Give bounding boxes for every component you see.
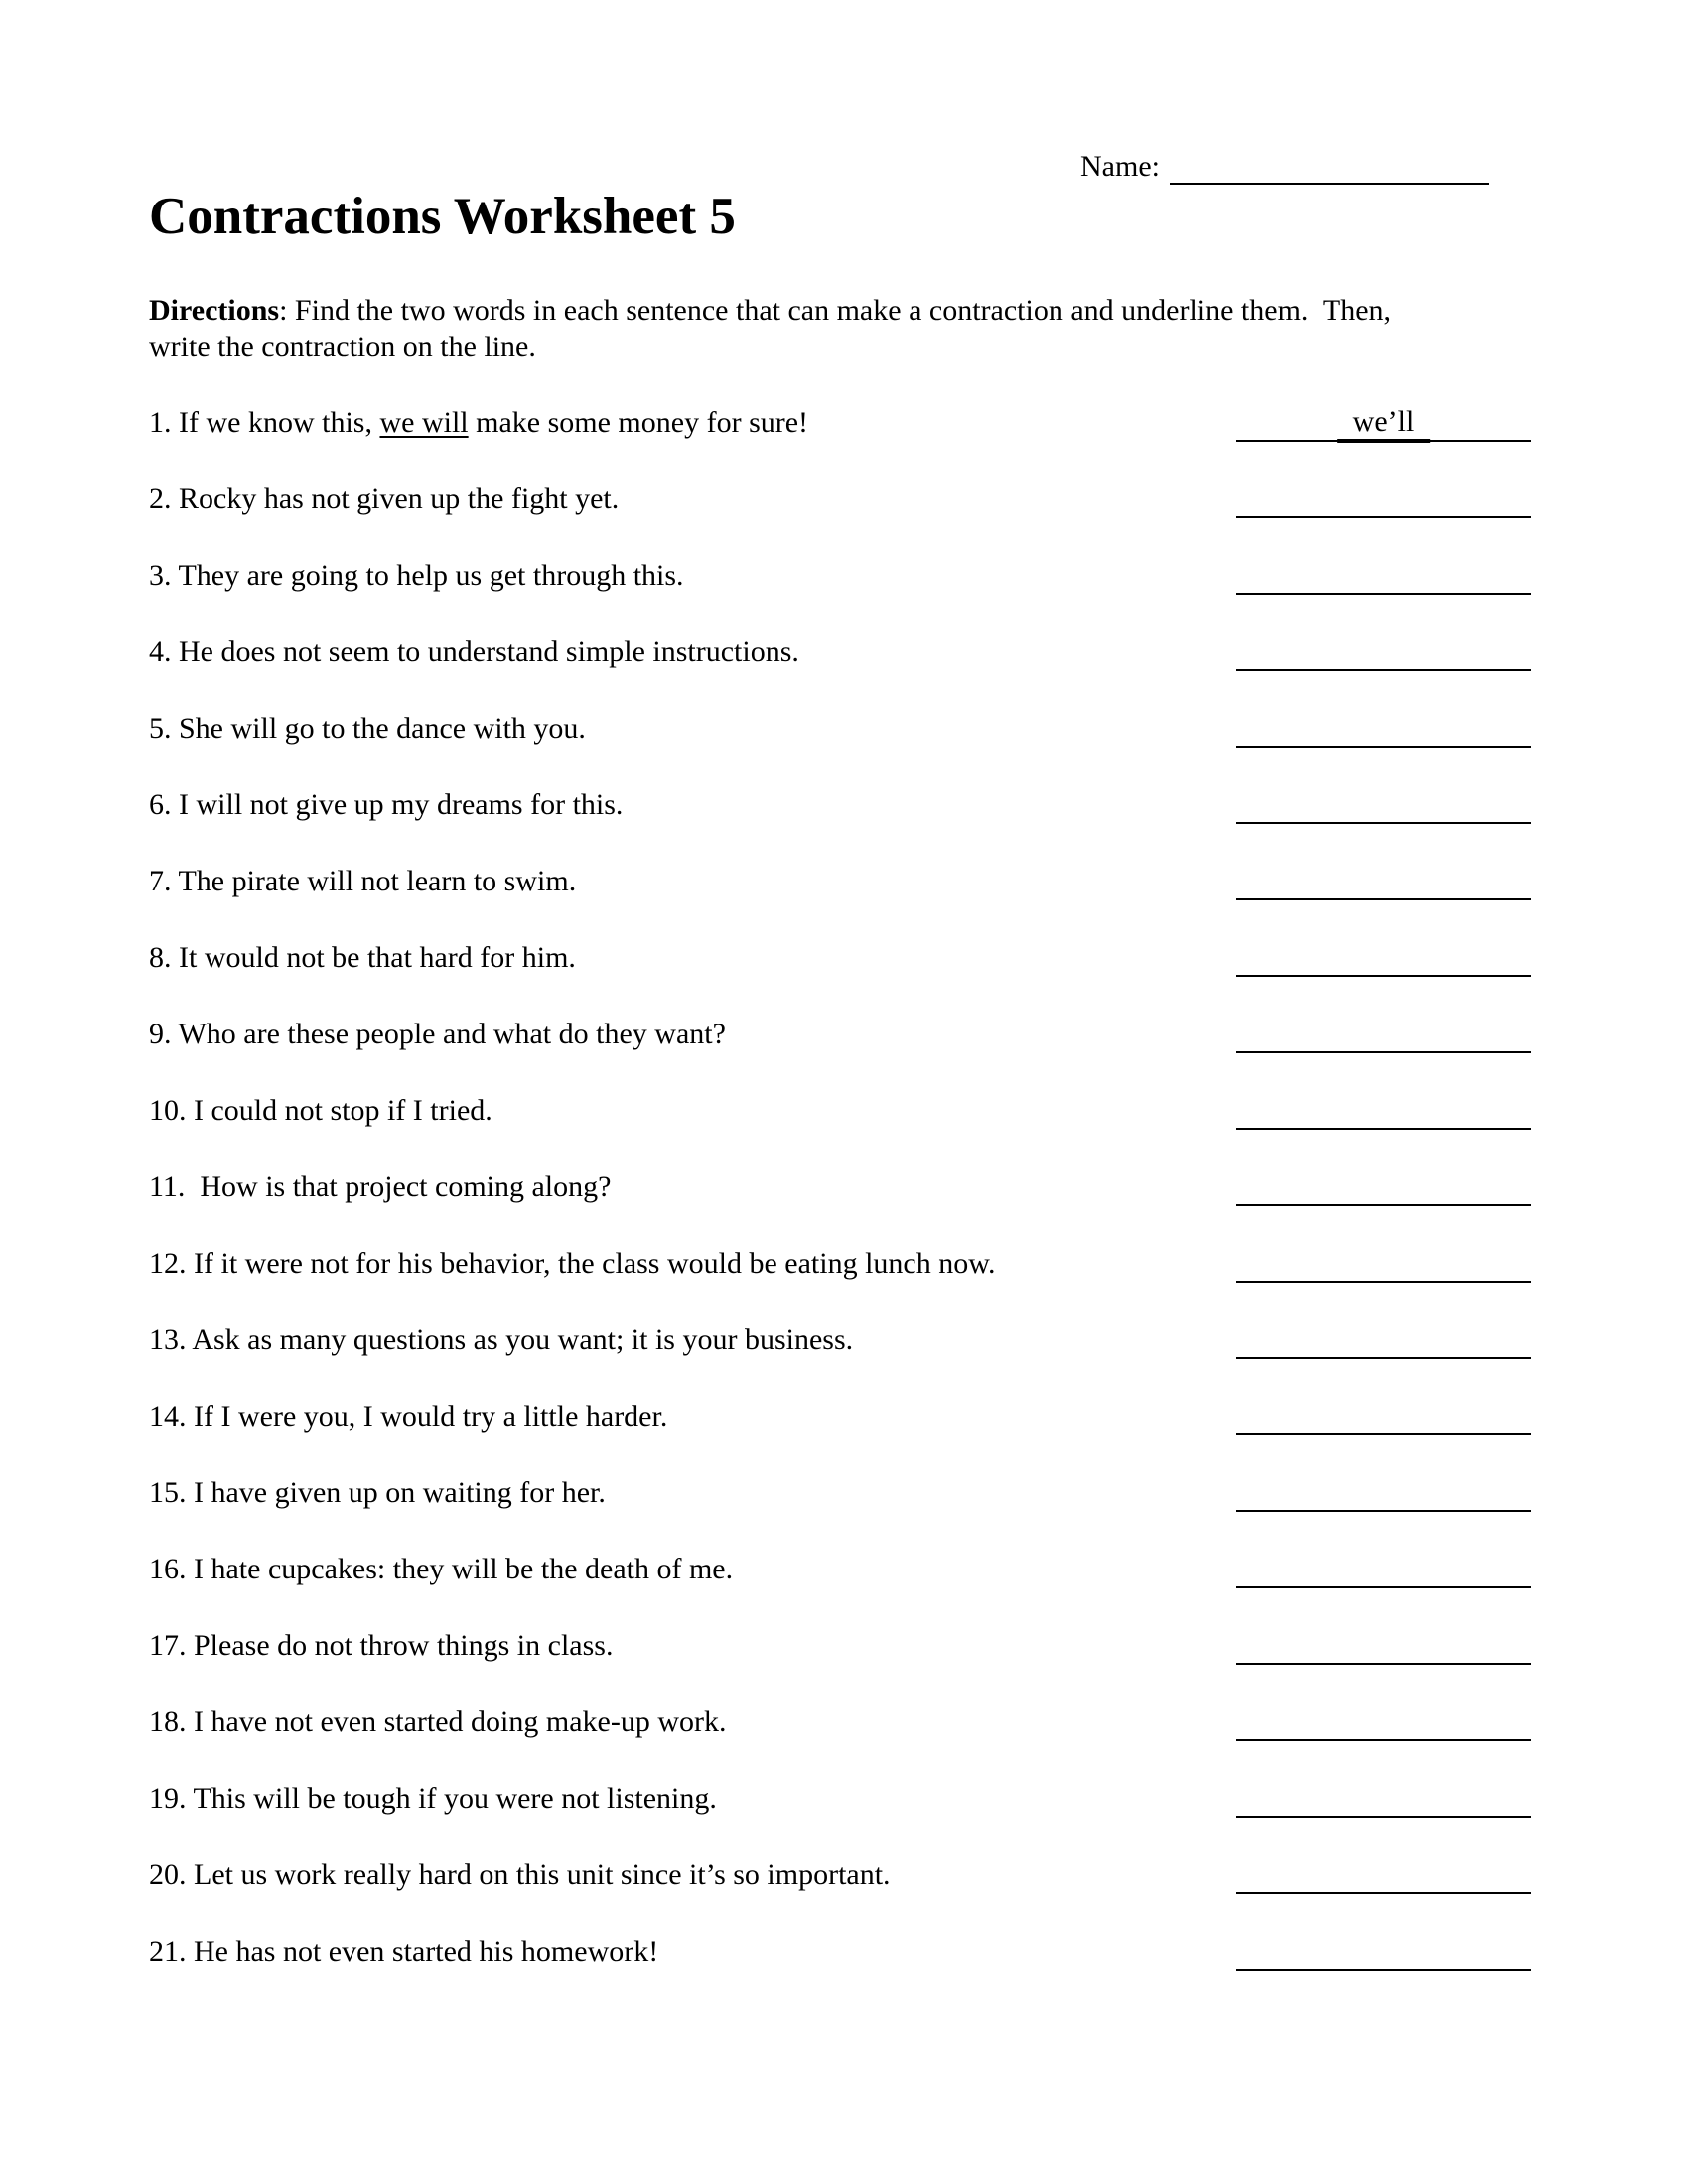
question-text: 17. Please do not throw things in class. bbox=[149, 1629, 614, 1662]
directions-label: Directions bbox=[149, 294, 280, 327]
question-text: 13. Ask as many questions as you want; it is your business. bbox=[149, 1323, 854, 1356]
question-text: 6. I will not give up my dreams for this. bbox=[149, 788, 624, 821]
answer-blank-line[interactable] bbox=[1236, 564, 1531, 595]
question-row-4 bbox=[149, 633, 1531, 710]
question-text: 16. I hate cupcakes: they will be the death of me. bbox=[149, 1553, 734, 1585]
question-underlined-words: we will bbox=[379, 406, 469, 439]
answer-blank-line[interactable] bbox=[1236, 487, 1531, 518]
question-row-1 bbox=[149, 404, 1531, 480]
directions-line-1 bbox=[149, 292, 1579, 329]
question-text: 9. Who are these people and what do they want? bbox=[149, 1018, 726, 1050]
question-row-10 bbox=[149, 1092, 1531, 1168]
question-text: 2. Rocky has not given up the fight yet. bbox=[149, 482, 620, 515]
answer-blank-line[interactable] bbox=[1236, 1863, 1531, 1894]
question-text: 21. He has not even started his homework! bbox=[149, 1935, 659, 1968]
answer-blank-line[interactable] bbox=[1236, 1252, 1531, 1283]
question-text: 7. The pirate will not learn to swim. bbox=[149, 865, 577, 897]
question-text bbox=[149, 404, 808, 441]
answer-blank-line[interactable] bbox=[1236, 870, 1531, 900]
question-text: 14. If I were you, I would try a little harder. bbox=[149, 1400, 668, 1433]
name-blank-line[interactable] bbox=[1170, 151, 1489, 185]
answer-blank-line[interactable] bbox=[1236, 1328, 1531, 1359]
question-text-pre: 1. If we know this, bbox=[149, 406, 380, 439]
question-row-18 bbox=[149, 1704, 1531, 1780]
answer-blank-line[interactable] bbox=[1236, 405, 1531, 442]
answer-blank-line[interactable] bbox=[1236, 717, 1531, 748]
question-row-8 bbox=[149, 939, 1531, 1016]
question-row-13 bbox=[149, 1321, 1531, 1398]
name-label: Name: bbox=[1080, 150, 1160, 183]
answer-blank-line[interactable] bbox=[1236, 1023, 1531, 1053]
answer-blank-line[interactable] bbox=[1236, 1634, 1531, 1665]
question-row-5 bbox=[149, 710, 1531, 786]
question-row-2 bbox=[149, 480, 1531, 557]
question-text: 8. It would not be that hard for him. bbox=[149, 941, 576, 974]
answer-blank-line[interactable] bbox=[1236, 1787, 1531, 1818]
question-row-12 bbox=[149, 1245, 1531, 1321]
answer-blank-line[interactable] bbox=[1236, 1558, 1531, 1588]
question-list bbox=[149, 404, 1531, 2009]
question-text: 3. They are going to help us get through this. bbox=[149, 559, 684, 592]
question-text: 19. This will be tough if you were not listening. bbox=[149, 1782, 717, 1815]
directions-line-2: write the contraction on the line. bbox=[149, 331, 536, 363]
question-text: 12. If it were not for his behavior, the class would be eating lunch now. bbox=[149, 1247, 996, 1280]
question-row-20 bbox=[149, 1856, 1531, 1933]
question-row-19 bbox=[149, 1780, 1531, 1856]
question-row-15 bbox=[149, 1474, 1531, 1551]
answer-blank-line[interactable] bbox=[1236, 1940, 1531, 1971]
question-row-3 bbox=[149, 557, 1531, 633]
answer-blank-line[interactable] bbox=[1236, 1405, 1531, 1435]
directions-text-1: : Find the two words in each sentence that can make a contraction and underline them. Then, bbox=[279, 294, 1392, 327]
answer-blank-line[interactable] bbox=[1236, 946, 1531, 977]
question-row-16 bbox=[149, 1551, 1531, 1627]
answer-blank-line[interactable] bbox=[1236, 793, 1531, 824]
question-text: 18. I have not even started doing make-up work. bbox=[149, 1706, 727, 1738]
question-row-6 bbox=[149, 786, 1531, 863]
question-text: 4. He does not seem to understand simple instructions. bbox=[149, 635, 799, 668]
question-row-14 bbox=[149, 1398, 1531, 1474]
question-text: 15. I have given up on waiting for her. bbox=[149, 1476, 606, 1509]
answer-blank-line[interactable] bbox=[1236, 1099, 1531, 1130]
directions bbox=[149, 292, 1579, 365]
answer-blank-line[interactable] bbox=[1236, 640, 1531, 671]
question-text: 10. I could not stop if I tried. bbox=[149, 1094, 492, 1127]
question-text: 20. Let us work really hard on this unit since it’s so important. bbox=[149, 1858, 891, 1891]
question-text-post: make some money for sure! bbox=[468, 406, 809, 439]
question-row-11 bbox=[149, 1168, 1531, 1245]
question-row-17 bbox=[149, 1627, 1531, 1704]
answer-blank-line[interactable] bbox=[1236, 1175, 1531, 1206]
name-field bbox=[1080, 149, 1489, 185]
question-row-9 bbox=[149, 1016, 1531, 1092]
answer-blank-line[interactable] bbox=[1236, 1481, 1531, 1512]
question-row-21 bbox=[149, 1933, 1531, 2009]
question-text: 11. How is that project coming along? bbox=[149, 1170, 612, 1203]
question-text: 5. She will go to the dance with you. bbox=[149, 712, 586, 745]
answer-text: we’ll bbox=[1337, 405, 1431, 443]
answer-blank-line[interactable] bbox=[1236, 1710, 1531, 1741]
question-row-7 bbox=[149, 863, 1531, 939]
page-title: Contractions Worksheet 5 bbox=[149, 188, 736, 245]
